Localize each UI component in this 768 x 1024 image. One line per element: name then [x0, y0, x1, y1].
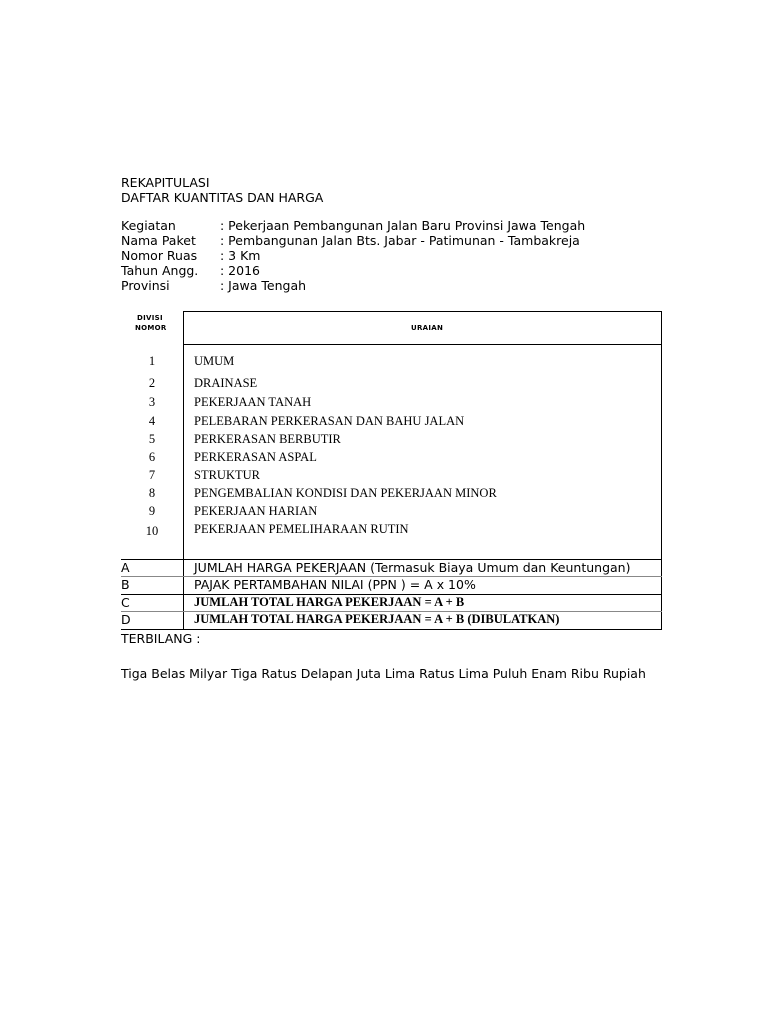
terbilang-text: Tiga Belas Milyar Tiga Ratus Delapan Juta Lima Ratus Lima Puluh Enam Ribu Rupiah [121, 666, 646, 681]
column-header-nomor: NOMOR [135, 324, 167, 332]
summary-text: PAJAK PERTAMBAHAN NILAI (PPN ) = A x 10% [194, 577, 476, 592]
info-label: Kegiatan [121, 218, 176, 233]
info-value: : 2016 [220, 263, 260, 278]
summary-code: C [121, 595, 130, 610]
table-border [121, 629, 662, 630]
column-header-divisi: DIVISI [137, 314, 163, 322]
terbilang-label: TERBILANG : [121, 631, 201, 646]
document-title: REKAPITULASI [121, 175, 210, 190]
table-border [661, 311, 662, 630]
table-border [183, 344, 662, 345]
summary-code: B [121, 577, 130, 592]
table-border [183, 311, 184, 630]
division-number: 3 [148, 395, 156, 409]
division-name: PERKERASAN ASPAL [194, 450, 317, 464]
division-number: 2 [148, 376, 156, 390]
division-name: PELEBARAN PERKERASAN DAN BAHU JALAN [194, 414, 465, 428]
division-number: 7 [148, 468, 156, 482]
table-border [183, 311, 662, 312]
division-number: 5 [148, 432, 156, 446]
division-number: 1 [148, 354, 156, 368]
division-number: 6 [148, 450, 156, 464]
info-label: Tahun Angg. [121, 263, 199, 278]
division-name: PEKERJAAN PEMELIHARAAN RUTIN [194, 522, 409, 536]
column-header-uraian: URAIAN [411, 324, 444, 332]
division-number: 4 [148, 414, 156, 428]
division-name: DRAINASE [194, 376, 258, 390]
division-name: PERKERASAN BERBUTIR [194, 432, 341, 446]
info-label: Nama Paket [121, 233, 196, 248]
division-name: UMUM [194, 354, 235, 368]
division-name: PEKERJAAN TANAH [194, 395, 312, 409]
summary-code: D [121, 612, 131, 627]
division-number: 8 [148, 486, 156, 500]
division-name: PEKERJAAN HARIAN [194, 504, 318, 518]
summary-text: JUMLAH HARGA PEKERJAAN (Termasuk Biaya Umum dan Keuntungan) [194, 560, 631, 575]
division-name: PENGEMBALIAN KONDISI DAN PEKERJAAN MINOR [194, 486, 497, 500]
info-label: Provinsi [121, 278, 170, 293]
document-subtitle: DAFTAR KUANTITAS DAN HARGA [121, 190, 324, 205]
info-value: : Jawa Tengah [220, 278, 307, 293]
division-number: 9 [148, 504, 156, 518]
division-name: STRUKTUR [194, 468, 260, 482]
recap-table [121, 311, 662, 630]
division-number: 10 [145, 524, 159, 538]
info-value: : Pekerjaan Pembangunan Jalan Baru Provinsi Jawa Tengah [220, 218, 586, 233]
summary-code: A [121, 560, 130, 575]
summary-text: JUMLAH TOTAL HARGA PEKERJAAN = A + B [194, 595, 465, 609]
info-value: : Pembangunan Jalan Bts. Jabar - Patimunan - Tambakreja [220, 233, 580, 248]
info-label: Nomor Ruas [121, 248, 198, 263]
summary-text: JUMLAH TOTAL HARGA PEKERJAAN = A + B (DIBULATKAN) [194, 612, 560, 626]
info-value: : 3 Km [220, 248, 261, 263]
